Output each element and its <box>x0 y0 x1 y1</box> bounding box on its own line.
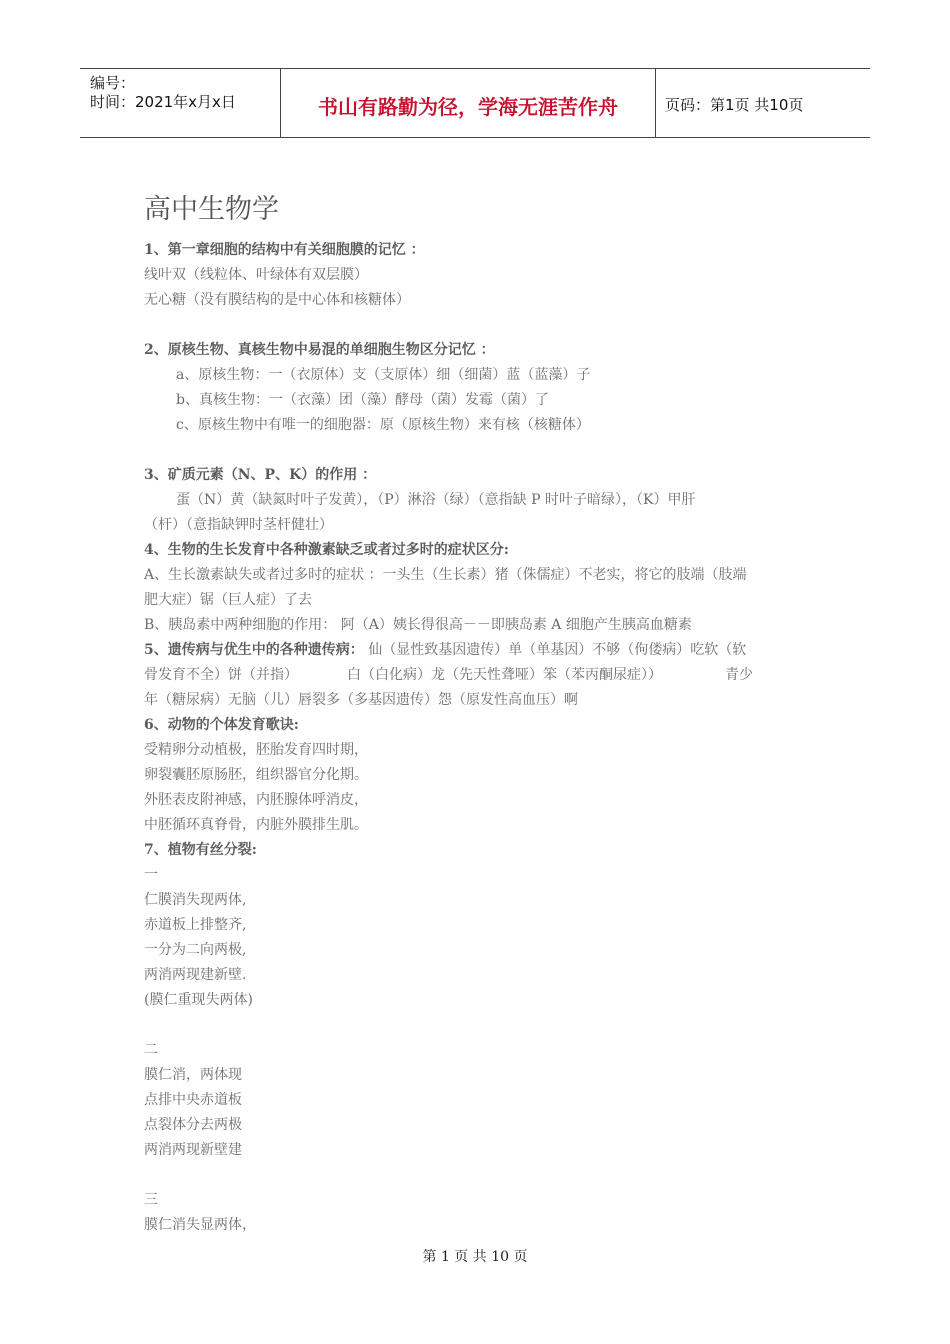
mnemonic-1-line: 仁膜消失现两体, <box>144 892 247 908</box>
section-6-verse: 中胚循环真脊骨，内脏外膜排生肌。 <box>144 817 368 833</box>
document-time-label: 时间：2021年x月x日 <box>90 93 236 111</box>
section-3-line: 蛋（N）黄（缺氮时叶子发黄），（P）淋浴（绿）（意指缺 P 时叶子暗绿），（K）甲肝 <box>176 492 696 508</box>
section-4-line: B、胰岛素中两种细胞的作用： 阿（A）姨长得很高－－即胰岛素 A 细胞产生胰高血糖素 <box>144 617 692 633</box>
section-5-line: 年（糖尿病）无脑（儿）唇裂多（多基因遗传）怨（原发性高血压）啊 <box>144 692 578 708</box>
section-3-line: （杆）（意指缺钾时茎杆健壮） <box>144 517 333 533</box>
spacer <box>144 1013 809 1038</box>
section-1-line: 无心糖（没有膜结构的是中心体和核糖体） <box>144 292 410 308</box>
mnemonic-1-line: 赤道板上排整齐, <box>144 917 247 933</box>
mnemonic-2-line: 点裂体分去两极 <box>144 1117 242 1133</box>
section-1-line: 线叶双（线粒体、叶绿体有双层膜） <box>144 267 368 283</box>
section-6-verse: 卵裂囊胚原肠胚，组织器官分化期。 <box>144 767 368 783</box>
mnemonic-3-label: 三 <box>144 1192 158 1208</box>
section-5-line <box>144 638 809 663</box>
spacer <box>144 1163 809 1188</box>
spacer <box>144 438 809 463</box>
section-4-line: A、生长激素缺失或者过多时的症状 ：一头生（生长素）猪（侏儒症）不老实，将它的肢端（肢端 <box>144 567 747 583</box>
section-1-heading: 1、第一章细胞的结构中有关细胞膜的记忆 ： <box>144 242 425 258</box>
document-title: 高中生物学 <box>144 194 279 225</box>
section-6-verse: 受精卵分动植极，胚胎发育四时期， <box>144 742 368 758</box>
header-left-cell <box>80 69 280 137</box>
mnemonic-2-label: 二 <box>144 1042 158 1058</box>
mnemonic-2-line: 膜仁消，两体现 <box>144 1067 242 1083</box>
page-header <box>80 68 870 138</box>
section-2-item: a、原核生物：一（衣原体）支（支原体）细（细菌）蓝（蓝藻）子 <box>176 367 591 383</box>
section-5-heading: 5、遗传病与优生中的各种遗传病： <box>144 642 364 658</box>
header-motto: 书山有路勤为径，学海无涯苦作舟 <box>318 95 618 119</box>
section-6-heading: 6、动物的个体发育歌诀: <box>144 717 299 733</box>
document-number-label: 编号： <box>90 74 136 92</box>
section-5-text: 仙（显性致基因遗传）单（单基因）不够（佝偻病）吃软（软 <box>368 642 747 658</box>
section-5-line: 骨发育不全）饼（并指） 白（白化病）龙（先天性聋哑）笨（苯丙酮尿症）） 青少 <box>144 667 753 683</box>
document-body <box>144 190 809 1238</box>
header-right-cell <box>655 69 870 137</box>
mnemonic-3-line: 膜仁消失显两体， <box>144 1217 256 1233</box>
mnemonic-2-line: 点排中央赤道板 <box>144 1092 242 1108</box>
section-6-verse: 外胚表皮附神感，内胚腺体呼消皮， <box>144 792 368 808</box>
mnemonic-1-line: 一分为二向两极, <box>144 942 247 958</box>
section-4-heading: 4、生物的生长发育中各种激素缺乏或者过多时的症状区分: <box>144 542 509 558</box>
mnemonic-2-line: 两消两现新壁建 <box>144 1142 242 1158</box>
mnemonic-1-line: (膜仁重现失两体) <box>144 992 253 1008</box>
mnemonic-1-label: 一 <box>144 867 158 883</box>
section-2-heading: 2、原核生物、真核生物中易混的单细胞生物区分记忆 ： <box>144 342 495 358</box>
section-7-heading: 7、植物有丝分裂: <box>144 842 257 858</box>
spacer <box>144 313 809 338</box>
header-center-cell <box>280 69 656 137</box>
mnemonic-1-line: 两消两现建新壁. <box>144 967 247 983</box>
header-page-indicator: 页码：第1页 共10页 <box>665 96 804 114</box>
section-4-line: 肥大症）锯（巨人症）了去 <box>144 592 312 608</box>
section-3-heading: 3、矿质元素（N、P、K）的作用 ： <box>144 467 377 483</box>
section-2-item: b、真核生物：一（衣藻）团（藻）酵母（菌）发霉（菌）了 <box>176 392 549 408</box>
page-footer: 第 1 页 共 10 页 <box>422 1249 528 1265</box>
section-2-item: c、原核生物中有唯一的细胞器：原（原核生物）来有核（核糖体） <box>176 417 590 433</box>
